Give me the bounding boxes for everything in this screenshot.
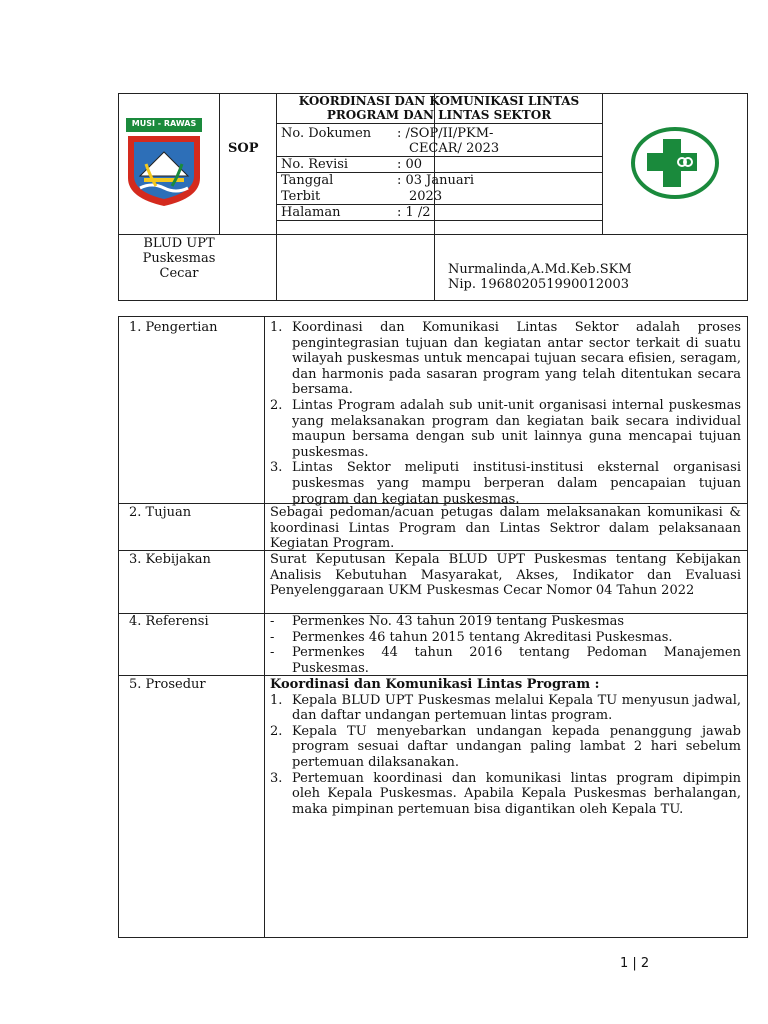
doc-no-value-2: CECAR/ 2023 xyxy=(409,141,500,156)
pengertian-item: 2. Lintas Program adalah sub unit-unit organisasi internal puskesmas yang melaksanakan program dan kegiatan baik secara individual maupun bersama dengan sub unit lainnya guna mencapai tujuan puskesmas. xyxy=(270,397,741,460)
org-line3: Cecar xyxy=(159,266,199,281)
sop-title xyxy=(276,94,602,122)
pengertian-item: 3. Lintas Sektor meliputi institusi-institusi eksternal organisasi puskesmas yang mampu berperan dalam pencapaian tujuan program dan kegiatan puskesmas. xyxy=(270,460,741,507)
signer-nip: Nip. 196802051990012003 xyxy=(448,277,629,292)
label-referensi: 4. Referensi xyxy=(129,614,209,629)
label-tujuan: 2. Tujuan xyxy=(129,505,192,520)
sop-title-line1: KOORDINASI DAN KOMUNIKASI LINTAS xyxy=(298,94,580,108)
prosedur-block xyxy=(270,677,741,817)
prosedur-heading: Koordinasi dan Komunikasi Lintas Program : xyxy=(270,677,600,692)
doc-no-label: No. Dokumen xyxy=(281,126,372,141)
label-kebijakan: 3. Kebijakan xyxy=(129,552,211,567)
referensi-item: - Permenkes No. 43 tahun 2019 tentang Puskesmas xyxy=(270,614,625,629)
logo-banner-text: MUSI - RAWAS xyxy=(131,119,197,128)
referensi-item: - Permenkes 44 tahun 2016 tentang Pedoman Manajemen Puskesmas. xyxy=(270,645,741,676)
prosedur-item: 2. Kepala TU menyebarkan undangan kepada penanggung jawab program sesuai daftar undangan paling lambat 2 hari sebelum pertemuan dilaksanakan. xyxy=(270,723,741,770)
pengertian-item: 1. Koordinasi dan Komunikasi Lintas Sektor adalah proses pengintegrasian tujuan dan kegiatan antar sector terkait di suatu wilayah puskesmas untuk mencapai tujuan secara efisien, seragam, dan harmonis pada sasaran program yang telah ditentukan secara bersama. xyxy=(270,320,741,398)
revisi-label: No. Revisi xyxy=(281,157,349,172)
referensi-list xyxy=(270,614,741,676)
referensi-item: - Permenkes 46 tahun 2015 tentang Akreditasi Puskesmas. xyxy=(270,629,673,645)
org-line1: BLUD UPT xyxy=(143,236,215,251)
sop-title-line2: PROGRAM DAN LINTAS SEKTOR xyxy=(326,108,552,122)
doc-no-value: : /SOP/II/PKM- xyxy=(397,126,494,141)
label-prosedur: 5. Prosedur xyxy=(129,677,206,692)
signer-name: Nurmalinda,A.Md.Keb.SKM xyxy=(448,262,632,277)
pengertian-list xyxy=(270,320,741,507)
revisi-value: : 00 xyxy=(397,157,423,172)
prosedur-item: 3. Pertemuan koordinasi dan komunikasi lintas program dipimpin oleh Kepala Puskesmas. Apabila Kepala Puskesmas berhalangan, maka pimpinan pertemuan bisa digantikan oleh Kepala TU. xyxy=(270,770,741,817)
tanggal-value: : 03 Januari xyxy=(397,173,475,188)
tanggal-label: Tanggal xyxy=(281,173,334,188)
terbit-label: Terbit xyxy=(281,189,321,204)
halaman-label: Halaman xyxy=(281,205,341,220)
label-pengertian: 1. Pengertian xyxy=(129,320,218,335)
sop-label: SOP xyxy=(228,141,259,156)
kebijakan-text: Surat Keputusan Kepala BLUD UPT Puskesmas tentang Kebijakan Analisis Kebutuhan Masyarakat, Akses, Indikator dan Evaluasi Penyelenggaraan UKM Puskesmas Cecar Nomor 04 Tahun 2022 xyxy=(270,552,741,599)
org-line2: Puskesmas xyxy=(142,251,216,266)
tanggal-value-2: 2023 xyxy=(409,189,443,204)
musi-rawas-emblem xyxy=(120,116,208,208)
page-number: 1 | 2 xyxy=(620,956,650,971)
puskesmas-logo xyxy=(630,127,720,199)
prosedur-item: 1. Kepala BLUD UPT Puskesmas melalui Kepala TU menyusun jadwal, dan daftar undangan pertemuan lintas program. xyxy=(270,692,741,724)
organisation-name xyxy=(119,236,239,281)
halaman-value: : 1 /2 xyxy=(397,205,431,220)
tujuan-text: Sebagai pedoman/acuan petugas dalam melaksanakan komunikasi & koordinasi Lintas Program dan Lintas Sektror dalam pelaksanaan Kegiatan Program. xyxy=(270,505,741,552)
